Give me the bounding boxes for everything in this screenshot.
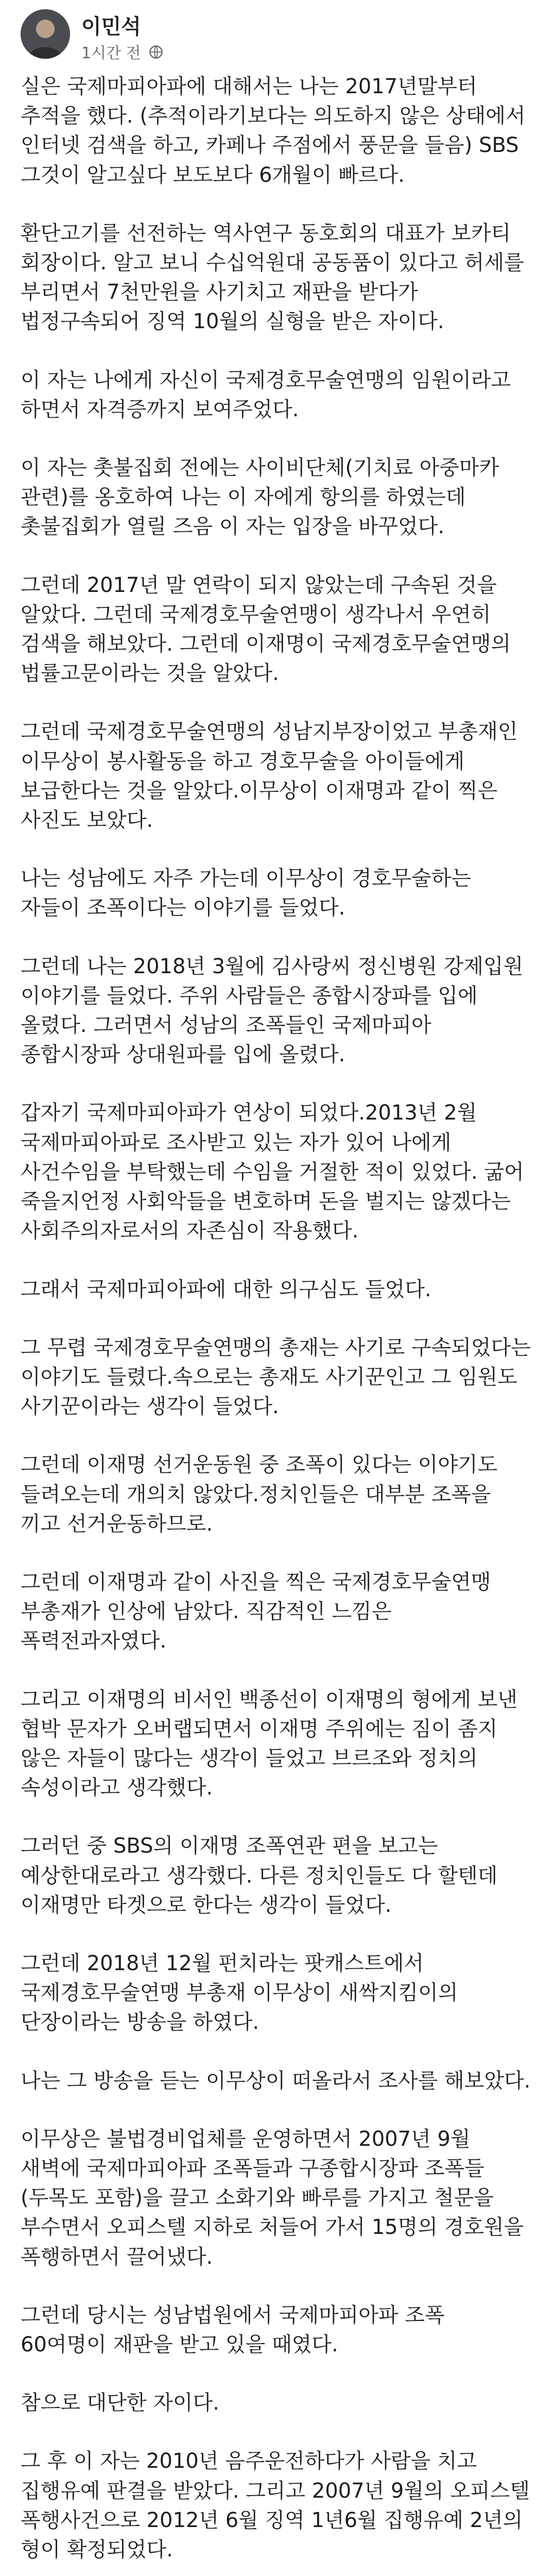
post-paragraph: 그런데 2018년 12월 펀치라는 팟캐스트에서 국제경호무술연맹 부총재 이무상이 새싹지킴이의 단장이라는 방송을 하였다. — [21, 1951, 458, 2035]
post-paragraph: 실은 국제마피아파에 대해서는 나는 2017년말부터 추적을 했다. (추적이라기보다는 의도하지 않은 상태에서 인터넷 검색을 하고, 카페나 주점에서 풍문을 들음) SBS 그것이 알고싶다 보도보다 6개월이 빠르다. — [21, 75, 526, 187]
post-paragraph: 그런데 이재명 선거운동원 중 조폭이 있다는 이야기도 들려오는데 개의치 않았다.정치인들은 대부분 조폭을 끼고 선거운동하므로. — [21, 1453, 498, 1536]
post-paragraph: 그런데 2017년 말 연락이 되지 않았는데 구속된 것을 알았다. 그런데 국제경호무술연맹이 생각나서 우연히 검색을 해보았다. 그런데 이재명이 국제경호무술연맹의 법률고문이라는 것을 알았다. — [21, 573, 511, 686]
post-paragraph: 갑자기 국제마피아파가 연상이 되었다.2013년 2월 국제마피아파로 조사받고 있는 자가 있어 나에게 사건수임을 부탁했는데 수임을 거절한 적이 있었다. 굶어 죽을지언정 사회악들을 변호하며 돈을 벌지는 않겠다는 사회주의자로서의 자존심이 작용했다. — [21, 1101, 524, 1243]
post-body — [21, 72, 535, 2576]
post-paragraph: 그런데 국제경호무술연맹의 성남지부장이었고 부총재인 이무상이 봉사활동을 하고 경호무술을 아이들에게 보급한다는 것을 알았다.이무상이 이재명과 같이 찍은 사진도 보았다. — [21, 720, 518, 833]
post-paragraph: 나는 성남에도 자주 가는데 이무상이 경호무술하는 자들이 조폭이다는 이야기를 들었다. — [21, 867, 472, 920]
post-paragraph: 이 자는 나에게 자신이 국제경호무술연맹의 임원이라고 하면서 자격증까지 보여주었다. — [21, 368, 511, 421]
post-timestamp[interactable]: 1시간 전 — [81, 44, 141, 62]
post-paragraph: 그런데 당시는 성남법원에서 국제마피아파 조폭 60여명이 재판을 받고 있을 때였다. — [21, 2303, 445, 2357]
post-meta — [81, 40, 163, 63]
globe-icon — [149, 45, 163, 63]
post-paragraph: 그리고 이재명의 비서인 백종선이 이재명의 형에게 보낸 협박 문자가 오버랩되면서 이재명 주위에는 짐이 좀지 않은 자들이 많다는 생각이 들었고 브르조와 정치의 속성이라고 생각했다. — [21, 1687, 518, 1800]
post-paragraph: 나는 그 방송을 듣는 이무상이 떠올라서 조사를 해보았다. — [21, 2069, 531, 2093]
post-paragraph: 그러던 중 SBS의 이재명 조폭연관 편을 보고는 예상한대로라고 생각했다. 다른 정치인들도 다 할텐데 이재명만 타겟으로 한다는 생각이 들었다. — [21, 1834, 498, 1917]
post-paragraph: 그런데 이재명과 같이 사진을 찍은 국제경호무술연맹 부총재가 인상에 남았다. 직감적인 느낌은 폭력전과자였다. — [21, 1570, 491, 1653]
post-paragraph: 이무상은 불법경비업체를 운영하면서 2007년 9월 새벽에 국제마피아파 조폭들과 구종합시장파 조폭들(두목도 포함)을 끌고 소화기와 빠루를 가지고 철문을 부수면서 오피스텔 지하로 처들어 가서 15명의 경호원을 폭행하면서 끌어냈다. — [21, 2127, 524, 2269]
post-paragraph: 환단고기를 선전하는 역사연구 동호회의 대표가 보카티 회장이다. 알고 보니 수십억원대 공동품이 있다고 허세를 부리면서 7천만원을 사기치고 재판을 받다가 법정구속되어 징역 10월의 실형을 받은 자이다. — [21, 221, 524, 334]
author-name[interactable]: 이민석 — [81, 15, 141, 39]
post-header — [0, 0, 556, 67]
post-paragraph: 그런데 나는 2018년 3월에 김사랑씨 정신병원 강제입원 이야기를 들었다. 주위 사람들은 종합시장파를 입에 올렸다. 그러면서 성남의 조폭들인 국제마피아 종합시장파 상대원파를 입에 올렸다. — [21, 954, 524, 1067]
post-paragraph: 그 후 이 자는 2010년 음주운전하다가 사람을 치고 집행유예 판결을 받았다. 그리고 2007년 9월의 오피스텔 폭행사건으로 2012년 6월 징역 1년6월 집행유예 2년의 형이 확정되었다. — [21, 2449, 530, 2562]
post-paragraph: 참으로 대단한 자이다. — [21, 2391, 219, 2415]
post-paragraph: 그 무렵 국제경호무술연맹의 총재는 사기로 구속되었다는 이야기도 들렸다.속으로는 총재도 사기꾼인고 그 임원도 사기꾼이라는 생각이 들었다. — [21, 1335, 531, 1419]
avatar[interactable] — [21, 9, 70, 59]
post-paragraph: 그래서 국제마피아파에 대한 의구심도 들었다. — [21, 1277, 431, 1301]
post-paragraph: 이 자는 촛불집회 전에는 사이비단체(기치료 아중마카 관련)를 옹호하여 나는 이 자에게 항의를 하였는데 촛불집회가 열릴 즈음 이 자는 입장을 바꾸었다. — [21, 456, 499, 539]
